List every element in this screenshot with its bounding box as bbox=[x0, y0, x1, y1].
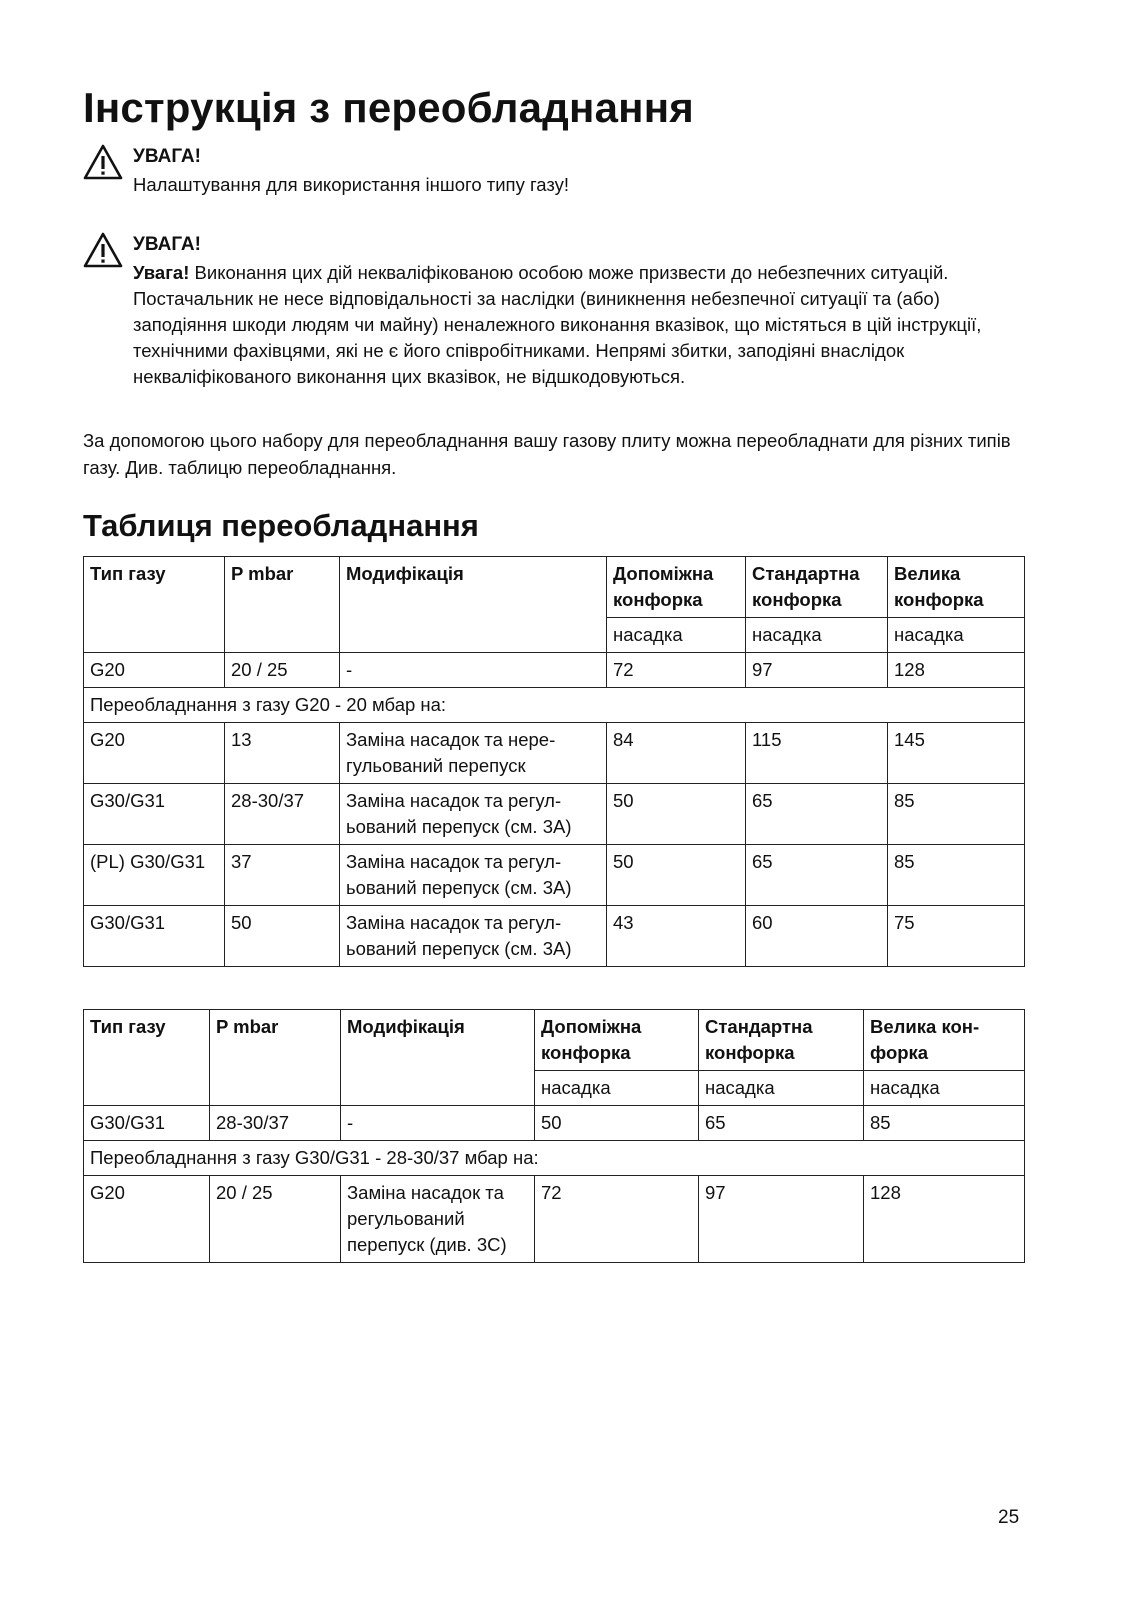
table-cell: 20 / 25 bbox=[225, 653, 340, 688]
table-cell: 65 bbox=[746, 784, 888, 845]
warning-block-2 bbox=[83, 230, 1043, 400]
table-cell: 115 bbox=[746, 723, 888, 784]
table-cell: 97 bbox=[746, 653, 888, 688]
table-cell: G20 bbox=[84, 1176, 210, 1263]
table-row bbox=[84, 845, 1025, 906]
table-cell: 20 / 25 bbox=[210, 1176, 341, 1263]
table-cell: 128 bbox=[864, 1176, 1025, 1263]
table-cell: 50 bbox=[535, 1106, 699, 1141]
conversion-table-2 bbox=[83, 1009, 1025, 1263]
table-cell: 85 bbox=[864, 1106, 1025, 1141]
header-gas-type: Тип газу bbox=[84, 1010, 210, 1106]
subheader-nozzle: насадка bbox=[699, 1071, 864, 1106]
table-row bbox=[84, 723, 1025, 784]
header-auxiliary-burner: Допоміжна конфорка bbox=[607, 557, 746, 618]
warning-text: Налаштування для використання іншого типу газу! bbox=[133, 174, 570, 195]
warning-bold-lead: Увага! bbox=[133, 262, 190, 283]
table-cell: Заміна насадок та регул-ьований перепуск (см. 3A) bbox=[340, 784, 607, 845]
table-cell: 50 bbox=[607, 784, 746, 845]
header-modification: Модифікація bbox=[340, 557, 607, 653]
warning-heading: УВАГА! bbox=[133, 146, 201, 167]
page-number: 25 bbox=[998, 1507, 1020, 1528]
page-title: Інструкція з переобладнання bbox=[83, 84, 695, 131]
subheader-nozzle: насадка bbox=[888, 618, 1025, 653]
header-pressure: P mbar bbox=[225, 557, 340, 653]
table-cell: 97 bbox=[699, 1176, 864, 1263]
header-pressure: P mbar bbox=[210, 1010, 341, 1106]
table-cell: - bbox=[340, 653, 607, 688]
table-cell: Заміна насадок та регул-ьований перепуск (см. 3A) bbox=[340, 845, 607, 906]
table-cell: G30/G31 bbox=[84, 784, 225, 845]
header-modification: Модифікація bbox=[341, 1010, 535, 1106]
conversion-label-row bbox=[84, 688, 1025, 723]
table-cell: 50 bbox=[607, 845, 746, 906]
table-cell: 85 bbox=[888, 845, 1025, 906]
table-cell: 75 bbox=[888, 906, 1025, 967]
warning-block-1 bbox=[83, 142, 1043, 202]
table-cell: 72 bbox=[535, 1176, 699, 1263]
table-cell: 145 bbox=[888, 723, 1025, 784]
table-row bbox=[84, 1176, 1025, 1263]
table-cell: G30/G31 bbox=[84, 1106, 210, 1141]
table-header-row bbox=[84, 1010, 1025, 1071]
table-cell: 72 bbox=[607, 653, 746, 688]
table-cell: 85 bbox=[888, 784, 1025, 845]
table-cell: Заміна насадок та регульований перепуск (див. 3C) bbox=[341, 1176, 535, 1263]
header-auxiliary-burner: Допоміжна конфорка bbox=[535, 1010, 699, 1071]
conversion-label: Переобладнання з газу G30/G31 - 28-30/37 мбар на: bbox=[84, 1141, 1025, 1176]
table-cell: (PL) G30/G31 bbox=[84, 845, 225, 906]
subheader-nozzle: насадка bbox=[607, 618, 746, 653]
conversion-label: Переобладнання з газу G20 - 20 мбар на: bbox=[84, 688, 1025, 723]
table-cell: 65 bbox=[699, 1106, 864, 1141]
warning-heading: УВАГА! bbox=[133, 234, 201, 255]
table-cell: 43 bbox=[607, 906, 746, 967]
warning-body: Виконання цих дій некваліфікованою особою може призвести до небезпечних ситуацій. Постачальник не несе відповідальності за наслідки (виникнення небезпечної ситуації та (або) заподіяння шкоди людям чи майну) неналежного виконання вказівок, що містяться в цій інструкції, технічними фахівцями, які не є його співробітниками. Непрямі збитки, заподіяні внаслідок некваліфікованого виконання цих вказівок, не відшкодовуються. bbox=[133, 262, 982, 387]
table-cell: 60 bbox=[746, 906, 888, 967]
header-large-burner: Велика кон-форка bbox=[864, 1010, 1025, 1071]
table-cell: Заміна насадок та нере-гульований перепуск bbox=[340, 723, 607, 784]
header-large-burner: Велика конфорка bbox=[888, 557, 1025, 618]
table-header-row bbox=[84, 557, 1025, 618]
table-cell: Заміна насадок та регул-ьований перепуск (см. 3A) bbox=[340, 906, 607, 967]
table-cell: 37 bbox=[225, 845, 340, 906]
table-cell: 50 bbox=[225, 906, 340, 967]
header-standard-burner: Стандартна конфорка bbox=[699, 1010, 864, 1071]
table-cell: G20 bbox=[84, 723, 225, 784]
table-cell: 128 bbox=[888, 653, 1025, 688]
section-title: Таблиця переобладнання bbox=[83, 508, 479, 543]
table-cell: 28-30/37 bbox=[225, 784, 340, 845]
intro-paragraph: За допомогою цього набору для переобладнання вашу газову плиту можна переобладнати для різних типів газу. Див. таблицю переобладнання. bbox=[83, 430, 1011, 478]
subheader-nozzle: насадка bbox=[746, 618, 888, 653]
warning-icon bbox=[83, 144, 123, 180]
warning-text bbox=[133, 260, 1033, 390]
conversion-label-row bbox=[84, 1141, 1025, 1176]
table-cell: G30/G31 bbox=[84, 906, 225, 967]
header-standard-burner: Стандартна конфорка bbox=[746, 557, 888, 618]
table-row bbox=[84, 906, 1025, 967]
table-cell: 28-30/37 bbox=[210, 1106, 341, 1141]
table-cell: 84 bbox=[607, 723, 746, 784]
table-row bbox=[84, 784, 1025, 845]
table-cell: 65 bbox=[746, 845, 888, 906]
subheader-nozzle: насадка bbox=[535, 1071, 699, 1106]
warning-icon bbox=[83, 232, 123, 268]
table-row bbox=[84, 1106, 1025, 1141]
table-cell: 13 bbox=[225, 723, 340, 784]
header-gas-type: Тип газу bbox=[84, 557, 225, 653]
table-cell: - bbox=[341, 1106, 535, 1141]
subheader-nozzle: насадка bbox=[864, 1071, 1025, 1106]
table-cell: G20 bbox=[84, 653, 225, 688]
table-row bbox=[84, 653, 1025, 688]
conversion-table-1 bbox=[83, 556, 1025, 967]
